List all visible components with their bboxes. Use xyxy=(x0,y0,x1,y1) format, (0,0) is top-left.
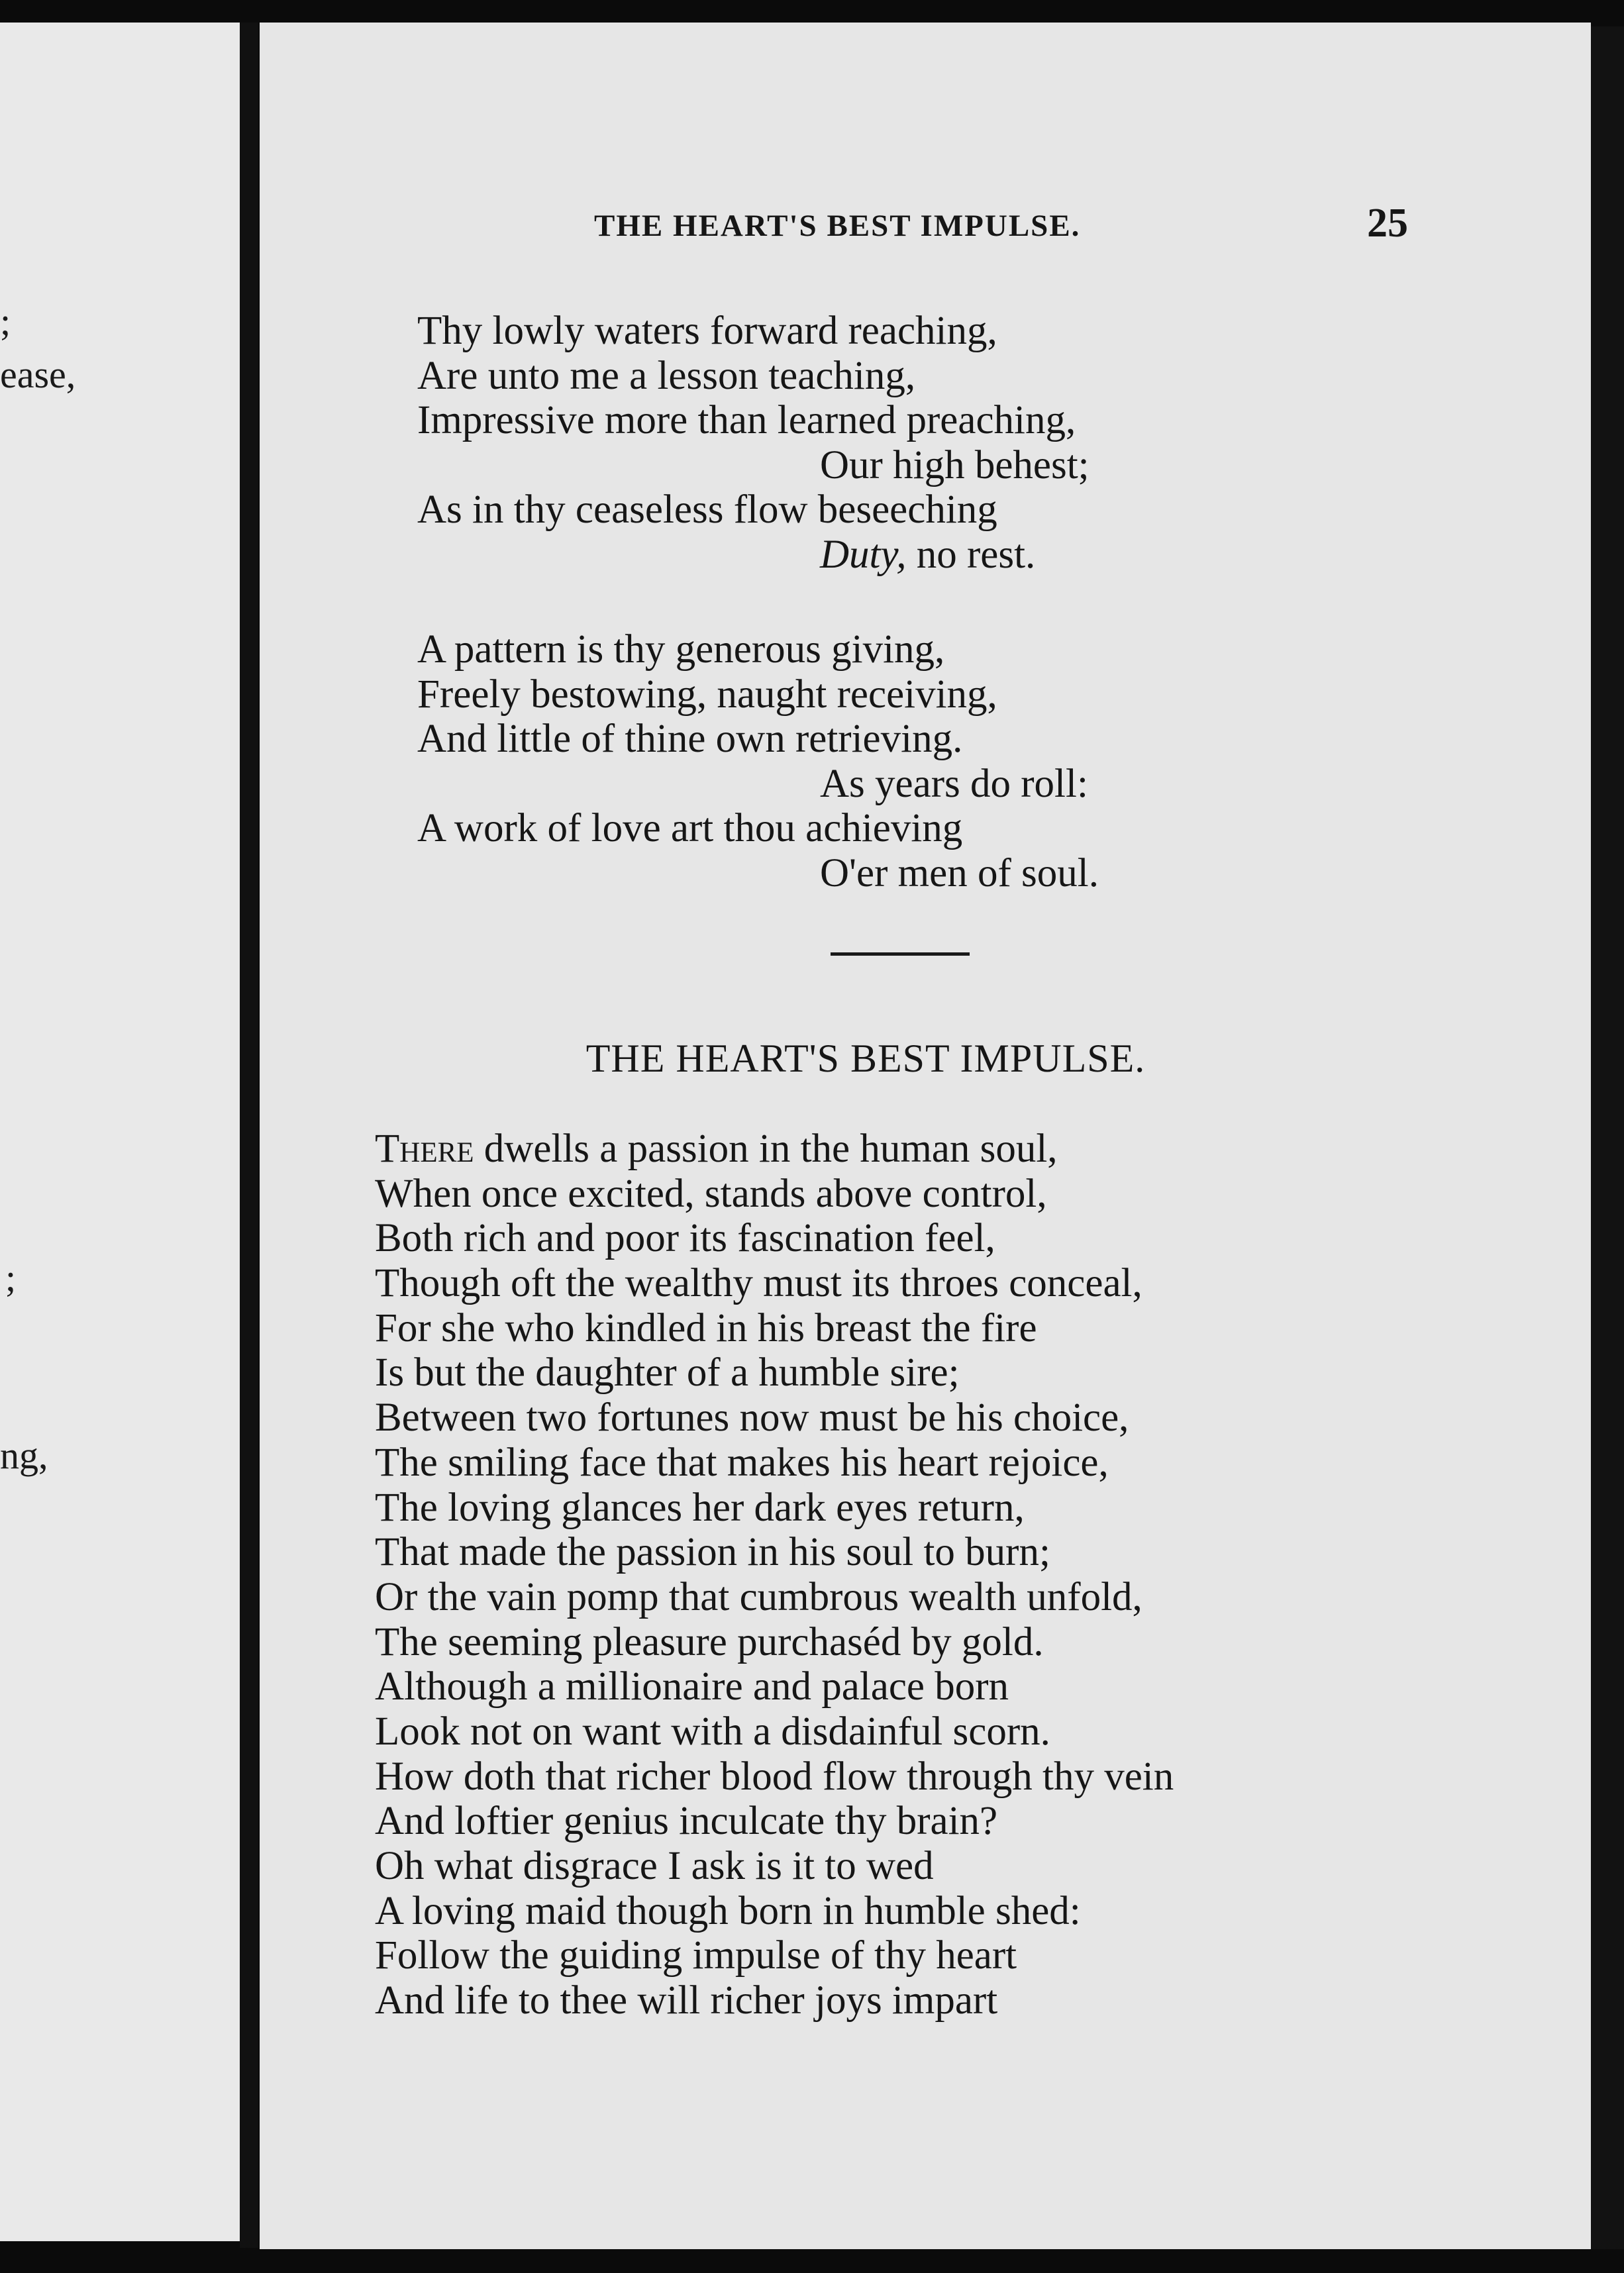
verse-line: Follow the guiding impulse of thy heart xyxy=(375,1933,1017,1978)
stanza xyxy=(417,627,1477,895)
book-gutter xyxy=(240,23,258,2248)
running-head: THE HEART'S BEST IMPULSE. xyxy=(594,209,1081,243)
scan-border xyxy=(0,2249,1624,2273)
stanza xyxy=(417,309,1477,577)
verse-line: Oh what disgrace I ask is it to wed xyxy=(375,1844,934,1888)
verse-line-rest: no rest. xyxy=(906,532,1036,577)
verse-line: The smiling face that makes his heart rejoice, xyxy=(375,1440,1109,1485)
verse-line: The seeming pleasure purchaséd by gold. xyxy=(375,1619,1044,1664)
verse-line: How doth that richer blood flow through thy vein xyxy=(375,1754,1174,1799)
poem-body xyxy=(375,1127,1567,2023)
facing-page-fragment: ; xyxy=(5,1256,17,1299)
verse-line: When once excited, stands above control, xyxy=(375,1171,1047,1216)
verse-line xyxy=(417,532,1477,578)
verse-line: Between two fortunes now must be his choice, xyxy=(375,1395,1129,1440)
page-edge-shadow xyxy=(1591,26,1624,2273)
verse-line: O'er men of soul. xyxy=(820,850,1099,895)
verse-line: As years do roll: xyxy=(820,761,1088,806)
poem-title: THE HEART'S BEST IMPULSE. xyxy=(585,1036,1146,1080)
verse-line: The loving glances her dark eyes return, xyxy=(375,1485,1025,1530)
verse-line: Although a millionaire and palace born xyxy=(375,1664,1009,1709)
verse-line: Are unto me a lesson teaching, xyxy=(417,353,916,398)
verse-line: Both rich and poor its fascination feel, xyxy=(375,1216,995,1261)
small-caps-opening: There xyxy=(375,1127,474,1171)
section-divider xyxy=(831,952,970,956)
verse-line: For she who kindled in his breast the fire xyxy=(375,1305,1037,1350)
page-number: 25 xyxy=(1367,201,1408,246)
verse-line xyxy=(375,1127,1567,1172)
facing-page xyxy=(0,23,240,2241)
verse-line-rest: dwells a passion in the human soul, xyxy=(474,1127,1058,1171)
verse-line: And loftier genius inculcate thy brain? xyxy=(375,1799,998,1844)
verse-line: A work of love art thou achieving xyxy=(417,806,963,850)
verse-line: Freely bestowing, naught receiving, xyxy=(417,672,997,717)
verse-line: Our high behest; xyxy=(820,442,1090,487)
facing-page-fragment: ng, xyxy=(0,1434,48,1477)
verse-line: A pattern is thy generous giving, xyxy=(417,627,945,672)
verse-line: And little of thine own retrieving. xyxy=(417,717,963,761)
verse-line: Or the vain pomp that cumbrous wealth unfold, xyxy=(375,1574,1142,1619)
verse-line: That made the passion in his soul to burn; xyxy=(375,1530,1050,1575)
verse-line: Thy lowly waters forward reaching, xyxy=(417,309,997,353)
verse-line: Though oft the wealthy must its throes conceal, xyxy=(375,1261,1142,1306)
verse-line: Impressive more than learned preaching, xyxy=(417,398,1076,442)
verse-line: Is but the daughter of a humble sire; xyxy=(375,1350,960,1395)
facing-page-fragment: ease, xyxy=(0,353,76,396)
verse-line: As in thy ceaseless flow beseeching xyxy=(417,487,997,532)
italic-word: Duty, xyxy=(820,532,907,577)
verse-line: A loving maid though born in humble shed: xyxy=(375,1888,1081,1933)
facing-page-fragment: ; xyxy=(0,300,11,343)
verse-line: And life to thee will richer joys impart xyxy=(375,1978,998,2023)
book-page xyxy=(260,23,1591,2249)
verse-line: Look not on want with a disdainful scorn. xyxy=(375,1709,1050,1754)
